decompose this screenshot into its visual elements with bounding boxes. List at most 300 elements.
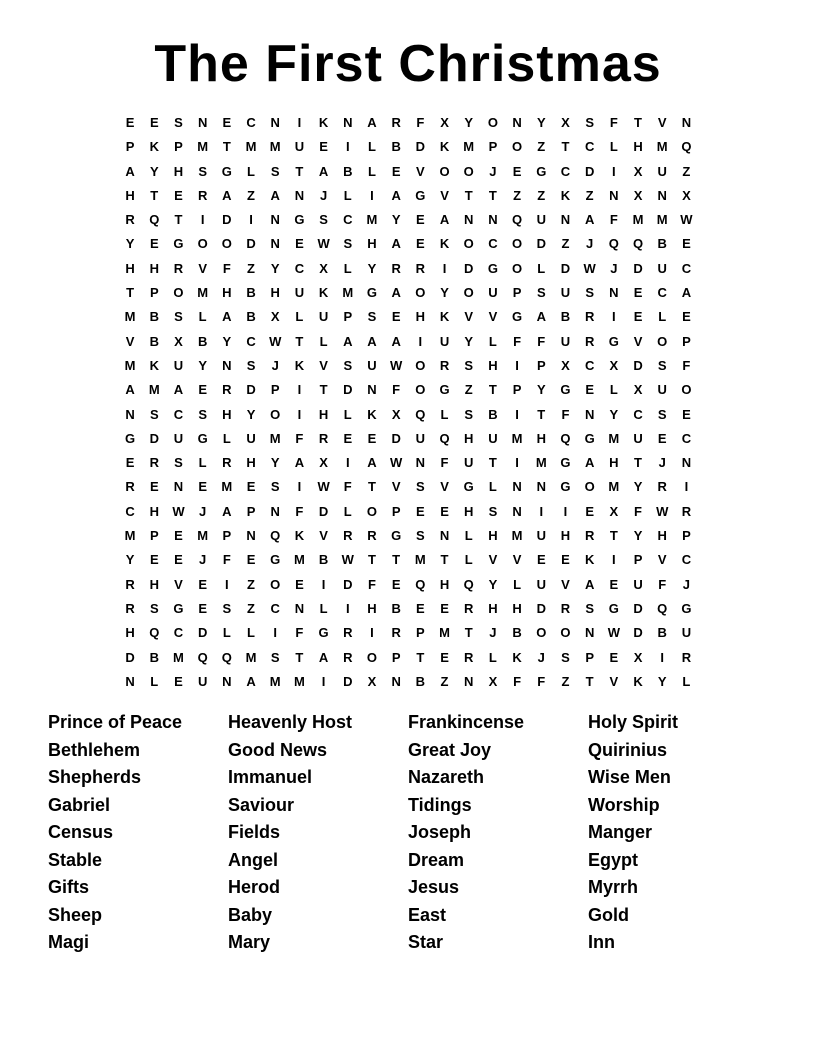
grid-letter[interactable]: M: [269, 673, 281, 689]
grid-letter[interactable]: S: [174, 115, 183, 130]
grid-letter[interactable]: T: [440, 552, 449, 568]
grid-letter[interactable]: I: [515, 357, 519, 373]
grid-letter[interactable]: I: [345, 139, 350, 155]
grid-letter[interactable]: P: [416, 625, 425, 641]
grid-letter[interactable]: P: [682, 528, 691, 544]
grid-letter[interactable]: S: [367, 309, 377, 325]
grid-letter[interactable]: K: [512, 649, 522, 665]
grid-letter[interactable]: L: [488, 649, 497, 665]
grid-letter[interactable]: D: [536, 600, 546, 616]
grid-letter[interactable]: R: [125, 576, 135, 592]
grid-letter[interactable]: R: [584, 333, 595, 349]
grid-letter[interactable]: W: [680, 212, 693, 228]
grid-letter[interactable]: T: [174, 212, 183, 228]
grid-letter[interactable]: R: [125, 212, 135, 228]
grid-letter[interactable]: A: [367, 115, 377, 130]
grid-letter[interactable]: X: [440, 115, 449, 130]
grid-letter[interactable]: L: [343, 503, 352, 519]
grid-letter[interactable]: X: [561, 357, 570, 373]
grid-letter[interactable]: Q: [608, 236, 619, 252]
grid-letter[interactable]: Q: [657, 600, 668, 616]
grid-letter[interactable]: O: [512, 260, 523, 276]
grid-letter[interactable]: K: [367, 406, 377, 422]
grid-letter[interactable]: M: [269, 430, 281, 446]
grid-letter[interactable]: R: [222, 382, 232, 398]
grid-letter[interactable]: M: [366, 212, 378, 228]
grid-letter[interactable]: V: [440, 187, 449, 203]
grid-letter[interactable]: U: [173, 430, 184, 446]
grid-letter[interactable]: B: [512, 625, 522, 641]
grid-letter[interactable]: M: [656, 139, 668, 155]
grid-letter[interactable]: Q: [632, 236, 644, 252]
grid-letter[interactable]: C: [681, 260, 692, 276]
grid-letter[interactable]: W: [269, 333, 282, 349]
grid-letter[interactable]: N: [294, 600, 305, 616]
grid-letter[interactable]: V: [561, 576, 570, 592]
grid-letter[interactable]: U: [439, 333, 450, 349]
grid-letter[interactable]: F: [295, 503, 304, 519]
grid-letter[interactable]: E: [391, 576, 401, 592]
grid-letter[interactable]: V: [440, 479, 449, 495]
grid-letter[interactable]: Q: [439, 430, 450, 446]
grid-letter[interactable]: X: [319, 455, 328, 471]
grid-letter[interactable]: V: [488, 552, 498, 568]
grid-letter[interactable]: E: [536, 552, 546, 568]
grid-letter[interactable]: J: [537, 649, 545, 665]
grid-letter[interactable]: V: [488, 309, 498, 325]
grid-letter[interactable]: N: [270, 236, 280, 252]
grid-letter[interactable]: I: [563, 503, 568, 519]
grid-letter[interactable]: L: [609, 139, 618, 155]
grid-letter[interactable]: X: [367, 673, 377, 689]
grid-letter[interactable]: W: [317, 236, 330, 252]
grid-letter[interactable]: E: [198, 600, 207, 616]
grid-letter[interactable]: Z: [537, 187, 546, 203]
grid-letter[interactable]: G: [173, 600, 184, 616]
grid-letter[interactable]: I: [660, 649, 665, 665]
grid-letter[interactable]: H: [367, 236, 377, 252]
grid-letter[interactable]: T: [126, 285, 135, 301]
grid-letter[interactable]: X: [174, 333, 183, 349]
grid-letter[interactable]: U: [633, 576, 643, 592]
grid-letter[interactable]: N: [367, 382, 377, 398]
grid-letter[interactable]: R: [197, 187, 208, 203]
grid-letter[interactable]: J: [199, 503, 207, 519]
grid-letter[interactable]: I: [515, 406, 519, 422]
grid-letter[interactable]: P: [149, 528, 159, 544]
grid-letter[interactable]: X: [488, 673, 498, 689]
grid-letter[interactable]: H: [125, 187, 135, 203]
grid-letter[interactable]: G: [197, 430, 208, 446]
grid-letter[interactable]: D: [125, 649, 135, 665]
grid-letter[interactable]: E: [174, 187, 183, 203]
grid-letter[interactable]: L: [295, 309, 304, 325]
grid-letter[interactable]: E: [125, 115, 135, 130]
grid-letter[interactable]: C: [681, 430, 692, 446]
grid-letter[interactable]: U: [294, 139, 305, 155]
grid-letter[interactable]: P: [343, 309, 353, 325]
grid-letter[interactable]: B: [246, 309, 256, 325]
grid-letter[interactable]: E: [149, 479, 159, 495]
grid-letter[interactable]: P: [391, 503, 401, 519]
grid-letter[interactable]: A: [584, 576, 595, 592]
grid-letter[interactable]: E: [149, 552, 159, 568]
grid-letter[interactable]: K: [584, 552, 595, 568]
grid-letter[interactable]: R: [584, 528, 595, 544]
grid-letter[interactable]: S: [585, 600, 594, 616]
grid-letter[interactable]: Z: [537, 139, 546, 155]
grid-letter[interactable]: T: [585, 673, 594, 689]
grid-letter[interactable]: C: [657, 285, 667, 301]
grid-letter[interactable]: U: [415, 430, 426, 446]
grid-letter[interactable]: C: [584, 139, 595, 155]
grid-letter[interactable]: U: [560, 285, 571, 301]
grid-letter[interactable]: G: [391, 528, 402, 544]
grid-letter[interactable]: G: [608, 600, 619, 616]
grid-letter[interactable]: I: [297, 479, 302, 495]
grid-letter[interactable]: H: [633, 139, 643, 155]
grid-letter[interactable]: S: [198, 163, 207, 179]
grid-letter[interactable]: P: [270, 382, 280, 398]
grid-letter[interactable]: G: [270, 552, 281, 568]
grid-letter[interactable]: W: [341, 552, 354, 568]
grid-letter[interactable]: L: [343, 406, 352, 422]
grid-letter[interactable]: Y: [391, 212, 401, 228]
grid-letter[interactable]: N: [512, 503, 522, 519]
grid-letter[interactable]: A: [391, 187, 401, 203]
grid-letter[interactable]: K: [560, 187, 571, 203]
grid-letter[interactable]: T: [561, 139, 570, 155]
grid-letter[interactable]: R: [367, 528, 377, 544]
grid-letter[interactable]: L: [198, 455, 207, 471]
grid-letter[interactable]: S: [343, 236, 353, 252]
grid-letter[interactable]: L: [537, 260, 546, 276]
grid-letter[interactable]: U: [464, 455, 474, 471]
grid-letter[interactable]: T: [367, 479, 376, 495]
grid-letter[interactable]: A: [391, 236, 401, 252]
grid-letter[interactable]: L: [658, 309, 667, 325]
grid-letter[interactable]: A: [584, 212, 595, 228]
grid-letter[interactable]: P: [125, 139, 135, 155]
grid-letter[interactable]: D: [149, 430, 159, 446]
grid-letter[interactable]: Z: [247, 260, 255, 276]
grid-letter[interactable]: J: [489, 625, 497, 641]
grid-letter[interactable]: W: [390, 357, 403, 373]
grid-letter[interactable]: F: [634, 503, 642, 519]
grid-letter[interactable]: A: [367, 455, 377, 471]
grid-letter[interactable]: Q: [415, 576, 426, 592]
grid-letter[interactable]: P: [246, 503, 256, 519]
grid-letter[interactable]: R: [657, 479, 667, 495]
grid-letter[interactable]: K: [439, 309, 450, 325]
grid-letter[interactable]: R: [318, 430, 329, 446]
grid-letter[interactable]: H: [149, 576, 159, 592]
grid-letter[interactable]: N: [512, 115, 522, 130]
grid-letter[interactable]: I: [345, 600, 350, 616]
grid-letter[interactable]: E: [657, 430, 667, 446]
grid-letter[interactable]: B: [488, 406, 498, 422]
grid-letter[interactable]: O: [512, 236, 523, 252]
grid-letter[interactable]: N: [173, 479, 184, 495]
grid-letter[interactable]: L: [150, 673, 159, 689]
grid-letter[interactable]: S: [464, 357, 474, 373]
grid-letter[interactable]: N: [222, 673, 232, 689]
grid-letter[interactable]: U: [633, 430, 643, 446]
grid-letter[interactable]: D: [584, 163, 595, 179]
grid-letter[interactable]: U: [318, 309, 329, 325]
grid-letter[interactable]: X: [319, 260, 328, 276]
grid-letter[interactable]: H: [512, 600, 522, 616]
grid-letter[interactable]: Y: [488, 576, 498, 592]
grid-letter[interactable]: F: [416, 115, 425, 130]
grid-letter[interactable]: D: [343, 673, 353, 689]
grid-letter[interactable]: P: [149, 285, 159, 301]
grid-letter[interactable]: A: [584, 455, 595, 471]
grid-letter[interactable]: N: [584, 406, 595, 422]
grid-letter[interactable]: E: [682, 406, 691, 422]
grid-letter[interactable]: R: [173, 260, 184, 276]
grid-letter[interactable]: M: [656, 212, 668, 228]
grid-letter[interactable]: U: [536, 212, 546, 228]
grid-letter[interactable]: S: [319, 212, 328, 228]
grid-letter[interactable]: E: [416, 600, 425, 616]
grid-letter[interactable]: R: [681, 503, 692, 519]
grid-letter[interactable]: I: [249, 212, 253, 228]
grid-letter[interactable]: F: [609, 115, 618, 130]
grid-letter[interactable]: C: [560, 163, 571, 179]
grid-letter[interactable]: E: [512, 163, 522, 179]
grid-letter[interactable]: H: [125, 625, 135, 641]
grid-letter[interactable]: G: [125, 430, 136, 446]
grid-letter[interactable]: L: [464, 528, 473, 544]
grid-letter[interactable]: X: [633, 382, 643, 398]
grid-letter[interactable]: T: [537, 406, 546, 422]
grid-letter[interactable]: N: [125, 673, 135, 689]
grid-letter[interactable]: E: [609, 576, 619, 592]
grid-letter[interactable]: M: [342, 285, 354, 301]
grid-letter[interactable]: D: [222, 212, 232, 228]
grid-letter[interactable]: H: [488, 600, 498, 616]
grid-letter[interactable]: G: [366, 285, 378, 301]
grid-letter[interactable]: O: [221, 236, 232, 252]
grid-letter[interactable]: N: [464, 673, 474, 689]
grid-letter[interactable]: O: [487, 115, 498, 130]
grid-letter[interactable]: O: [536, 625, 547, 641]
grid-letter[interactable]: Z: [247, 600, 255, 616]
grid-letter[interactable]: G: [463, 479, 474, 495]
grid-letter[interactable]: X: [682, 187, 691, 203]
grid-letter[interactable]: T: [367, 552, 376, 568]
grid-letter[interactable]: I: [370, 187, 374, 203]
grid-letter[interactable]: R: [222, 455, 232, 471]
grid-letter[interactable]: Y: [657, 673, 667, 689]
grid-letter[interactable]: R: [125, 479, 135, 495]
grid-letter[interactable]: Z: [440, 673, 449, 689]
grid-letter[interactable]: H: [415, 309, 426, 325]
grid-letter[interactable]: I: [273, 625, 278, 641]
grid-letter[interactable]: U: [536, 528, 546, 544]
grid-letter[interactable]: U: [294, 285, 305, 301]
grid-letter[interactable]: H: [464, 430, 474, 446]
grid-letter[interactable]: S: [561, 649, 570, 665]
grid-letter[interactable]: A: [318, 163, 329, 179]
grid-letter[interactable]: Q: [149, 625, 160, 641]
grid-letter[interactable]: Y: [270, 455, 280, 471]
grid-letter[interactable]: O: [197, 236, 208, 252]
grid-letter[interactable]: Y: [125, 552, 135, 568]
grid-letter[interactable]: Q: [512, 212, 523, 228]
grid-letter[interactable]: A: [173, 382, 184, 398]
grid-letter[interactable]: L: [609, 382, 618, 398]
grid-letter[interactable]: Q: [221, 649, 232, 665]
grid-letter[interactable]: A: [125, 163, 135, 179]
grid-letter[interactable]: E: [343, 430, 353, 446]
grid-letter[interactable]: H: [318, 406, 329, 422]
grid-letter[interactable]: N: [657, 187, 667, 203]
grid-letter[interactable]: G: [584, 430, 595, 446]
grid-letter[interactable]: X: [270, 309, 280, 325]
grid-letter[interactable]: D: [633, 357, 643, 373]
grid-letter[interactable]: K: [439, 236, 450, 252]
grid-letter[interactable]: R: [464, 649, 474, 665]
grid-letter[interactable]: F: [537, 333, 546, 349]
grid-letter[interactable]: E: [174, 528, 183, 544]
grid-letter[interactable]: G: [560, 455, 571, 471]
grid-letter[interactable]: S: [464, 406, 474, 422]
grid-letter[interactable]: Y: [270, 260, 280, 276]
grid-letter[interactable]: E: [440, 649, 449, 665]
grid-letter[interactable]: D: [246, 382, 256, 398]
grid-letter[interactable]: R: [343, 625, 353, 641]
grid-letter[interactable]: N: [560, 212, 571, 228]
grid-letter[interactable]: M: [197, 285, 209, 301]
grid-letter[interactable]: E: [174, 552, 183, 568]
grid-letter[interactable]: E: [682, 236, 691, 252]
grid-letter[interactable]: O: [415, 382, 426, 398]
grid-letter[interactable]: M: [197, 139, 209, 155]
grid-letter[interactable]: V: [198, 260, 207, 276]
grid-letter[interactable]: X: [609, 357, 619, 373]
grid-letter[interactable]: L: [488, 333, 497, 349]
grid-letter[interactable]: N: [681, 455, 692, 471]
grid-letter[interactable]: P: [512, 382, 522, 398]
grid-letter[interactable]: B: [246, 285, 256, 301]
grid-letter[interactable]: O: [463, 285, 474, 301]
grid-letter[interactable]: K: [318, 285, 329, 301]
grid-letter[interactable]: I: [612, 163, 616, 179]
grid-letter[interactable]: H: [222, 285, 232, 301]
grid-letter[interactable]: A: [343, 333, 353, 349]
grid-letter[interactable]: A: [222, 503, 232, 519]
grid-letter[interactable]: N: [391, 673, 401, 689]
grid-letter[interactable]: J: [489, 163, 497, 179]
grid-letter[interactable]: R: [584, 309, 595, 325]
grid-letter[interactable]: U: [657, 163, 667, 179]
grid-letter[interactable]: Z: [513, 187, 522, 203]
grid-letter[interactable]: Y: [633, 479, 643, 495]
grid-letter[interactable]: K: [318, 115, 329, 130]
grid-letter[interactable]: D: [246, 236, 256, 252]
grid-letter[interactable]: H: [488, 357, 498, 373]
grid-letter[interactable]: G: [173, 236, 184, 252]
grid-letter[interactable]: I: [515, 455, 519, 471]
grid-letter[interactable]: Y: [367, 260, 377, 276]
grid-letter[interactable]: E: [295, 576, 304, 592]
grid-letter[interactable]: L: [198, 309, 207, 325]
grid-letter[interactable]: F: [295, 625, 304, 641]
grid-letter[interactable]: S: [416, 528, 425, 544]
grid-letter[interactable]: O: [270, 576, 281, 592]
grid-letter[interactable]: S: [246, 357, 256, 373]
grid-letter[interactable]: U: [536, 576, 546, 592]
grid-letter[interactable]: D: [343, 382, 353, 398]
grid-letter[interactable]: T: [488, 187, 497, 203]
grid-letter[interactable]: L: [343, 187, 352, 203]
grid-letter[interactable]: E: [246, 479, 256, 495]
grid-letter[interactable]: A: [222, 309, 232, 325]
grid-letter[interactable]: S: [149, 406, 159, 422]
grid-letter[interactable]: B: [657, 236, 667, 252]
grid-letter[interactable]: A: [222, 187, 232, 203]
grid-letter[interactable]: H: [270, 285, 280, 301]
grid-letter[interactable]: I: [321, 673, 326, 689]
grid-letter[interactable]: Z: [585, 187, 594, 203]
grid-letter[interactable]: T: [464, 625, 473, 641]
grid-letter[interactable]: Y: [149, 163, 159, 179]
grid-letter[interactable]: O: [463, 236, 474, 252]
grid-letter[interactable]: C: [125, 503, 135, 519]
grid-letter[interactable]: J: [658, 455, 666, 471]
grid-letter[interactable]: C: [246, 333, 256, 349]
grid-letter[interactable]: M: [124, 309, 136, 325]
grid-letter[interactable]: F: [295, 430, 304, 446]
grid-letter[interactable]: O: [366, 649, 378, 665]
grid-letter[interactable]: D: [318, 503, 329, 519]
grid-letter[interactable]: I: [345, 455, 350, 471]
grid-letter[interactable]: C: [633, 406, 643, 422]
grid-letter[interactable]: X: [633, 163, 643, 179]
grid-letter[interactable]: D: [343, 576, 353, 592]
grid-letter[interactable]: M: [439, 625, 450, 641]
grid-letter[interactable]: T: [609, 528, 618, 544]
grid-letter[interactable]: M: [173, 649, 184, 665]
grid-letter[interactable]: P: [488, 139, 498, 155]
grid-letter[interactable]: F: [609, 212, 618, 228]
grid-letter[interactable]: I: [297, 406, 302, 422]
grid-letter[interactable]: D: [415, 139, 426, 155]
grid-letter[interactable]: K: [294, 528, 305, 544]
grid-letter[interactable]: N: [512, 479, 522, 495]
grid-letter[interactable]: T: [150, 187, 159, 203]
grid-letter[interactable]: J: [199, 552, 207, 568]
grid-letter[interactable]: H: [149, 260, 159, 276]
grid-letter[interactable]: N: [415, 455, 426, 471]
grid-letter[interactable]: E: [609, 649, 619, 665]
grid-letter[interactable]: E: [149, 236, 159, 252]
grid-letter[interactable]: M: [414, 552, 426, 568]
grid-letter[interactable]: G: [536, 163, 547, 179]
grid-letter[interactable]: L: [440, 406, 449, 422]
grid-letter[interactable]: Y: [464, 333, 474, 349]
grid-letter[interactable]: P: [682, 333, 691, 349]
grid-letter[interactable]: I: [297, 115, 302, 130]
grid-letter[interactable]: D: [560, 260, 571, 276]
grid-letter[interactable]: U: [560, 333, 571, 349]
grid-letter[interactable]: R: [391, 260, 401, 276]
grid-letter[interactable]: F: [561, 406, 570, 422]
grid-letter[interactable]: A: [391, 285, 401, 301]
grid-letter[interactable]: R: [464, 600, 474, 616]
